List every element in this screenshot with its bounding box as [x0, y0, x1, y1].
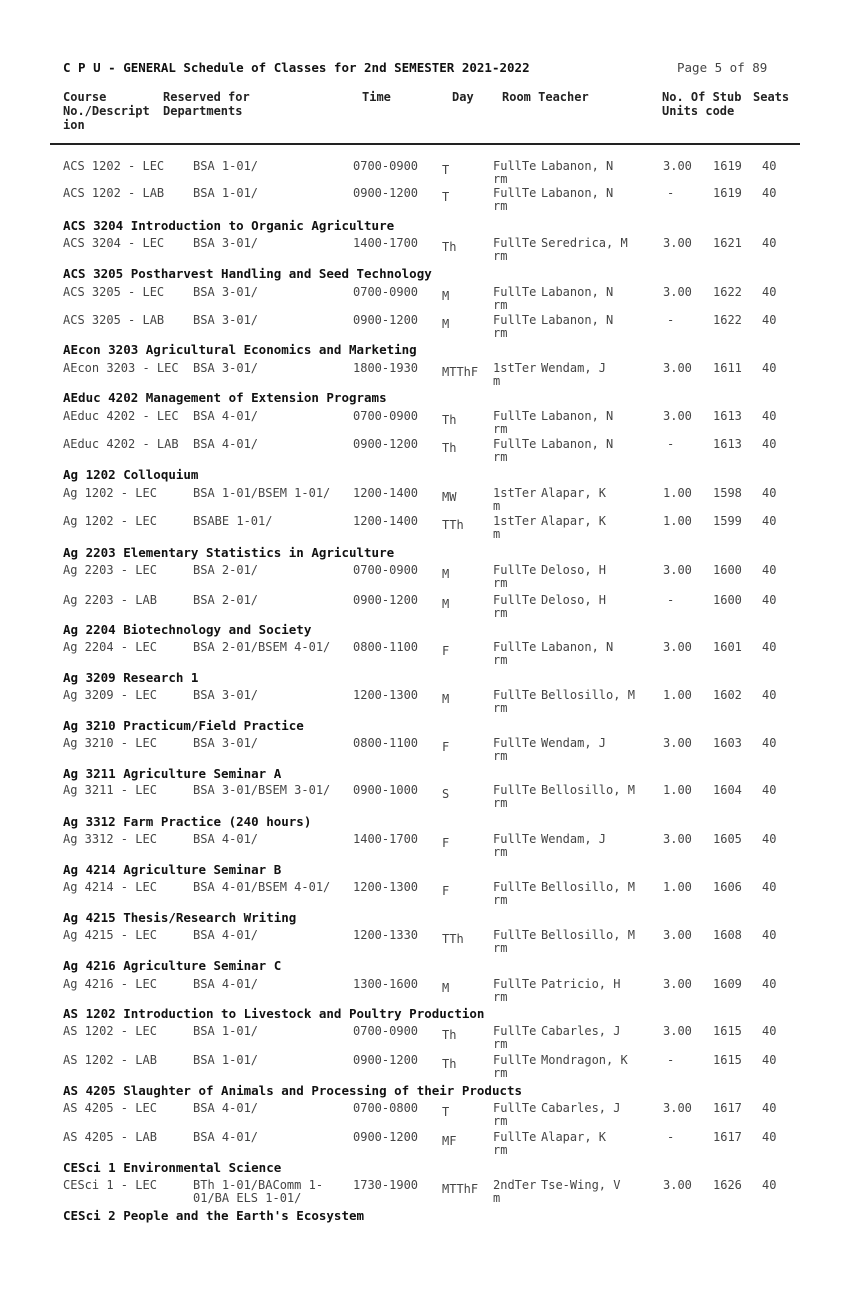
- cell-units: 3.00: [663, 1101, 692, 1115]
- cell-course: AEduc 4202 - LEC: [63, 409, 179, 423]
- cell-time: 1400-1700: [353, 832, 419, 846]
- cell-seats: 40: [762, 688, 777, 702]
- cell-time: 1200-1300: [353, 688, 419, 702]
- cell-time: 1200-1400: [353, 514, 419, 528]
- cell-seats: 40: [762, 486, 777, 500]
- cell-stub-code: 1598: [713, 486, 742, 500]
- cell-room: FullTe rm: [493, 285, 537, 312]
- course-group-title: CESci 2 People and the Earth's Ecosystem: [63, 1208, 365, 1223]
- cell-room: FullTe rm: [493, 977, 537, 1004]
- cell-reserved-for: BSA 2-01/: [193, 563, 259, 577]
- cell-seats: 40: [762, 1024, 777, 1038]
- cell-course: AS 4205 - LEC: [63, 1101, 157, 1115]
- cell-course: Ag 3211 - LEC: [63, 783, 157, 797]
- course-group-title: Ag 2203 Elementary Statistics in Agriculture: [63, 545, 395, 560]
- cell-room: FullTe rm: [493, 236, 537, 263]
- cell-time: 1200-1400: [353, 486, 419, 500]
- cell-room: FullTe rm: [493, 593, 537, 620]
- column-header-course: Course No./Descript ion: [63, 90, 150, 132]
- cell-reserved-for: BSA 3-01/: [193, 285, 259, 299]
- cell-seats: 40: [762, 593, 777, 607]
- cell-course: Ag 1202 - LEC: [63, 486, 157, 500]
- cell-reserved-for: BSA 2-01/BSEM 4-01/: [193, 640, 331, 654]
- cell-day: M: [442, 289, 450, 303]
- cell-day: MTThF: [442, 1182, 479, 1196]
- column-header-day: Day: [452, 90, 474, 104]
- cell-units: 3.00: [663, 640, 692, 654]
- cell-reserved-for: BSA 4-01/: [193, 409, 259, 423]
- course-group-title: ACS 3205 Postharvest Handling and Seed Technology: [63, 266, 432, 281]
- cell-units: -: [667, 186, 675, 200]
- cell-day: M: [442, 317, 450, 331]
- column-header-reserved: Reserved for Departments: [163, 90, 250, 118]
- cell-units: -: [667, 1053, 675, 1067]
- cell-reserved-for: BSA 4-01/: [193, 977, 259, 991]
- cell-room: FullTe rm: [493, 928, 537, 955]
- cell-course: Ag 2203 - LAB: [63, 593, 157, 607]
- cell-reserved-for: BSABE 1-01/: [193, 514, 273, 528]
- cell-units: -: [667, 313, 675, 327]
- cell-time: 1730-1900: [353, 1178, 419, 1192]
- cell-time: 0900-1200: [353, 1053, 419, 1067]
- cell-reserved-for: BSA 4-01/: [193, 928, 259, 942]
- cell-stub-code: 1615: [713, 1053, 742, 1067]
- cell-stub-code: 1603: [713, 736, 742, 750]
- cell-seats: 40: [762, 1130, 777, 1144]
- cell-reserved-for: BSA 2-01/: [193, 593, 259, 607]
- cell-seats: 40: [762, 313, 777, 327]
- course-group-title: Ag 3211 Agriculture Seminar A: [63, 766, 282, 781]
- cell-reserved-for: BSA 4-01/BSEM 4-01/: [193, 880, 331, 894]
- cell-units: 1.00: [663, 514, 692, 528]
- cell-teacher: Alapar, K: [541, 1130, 607, 1144]
- course-group-title: Ag 3209 Research 1: [63, 670, 199, 685]
- cell-stub-code: 1600: [713, 563, 742, 577]
- cell-day: Th: [442, 240, 457, 254]
- cell-teacher: Cabarles, J: [541, 1024, 621, 1038]
- cell-day: Th: [442, 413, 457, 427]
- cell-course: Ag 2203 - LEC: [63, 563, 157, 577]
- cell-units: 3.00: [663, 977, 692, 991]
- cell-teacher: Mondragon, K: [541, 1053, 628, 1067]
- cell-day: MW: [442, 490, 457, 504]
- course-group-title: Ag 4214 Agriculture Seminar B: [63, 862, 282, 877]
- cell-day: MF: [442, 1134, 457, 1148]
- cell-seats: 40: [762, 1101, 777, 1115]
- cell-stub-code: 1621: [713, 236, 742, 250]
- cell-time: 0700-0900: [353, 159, 419, 173]
- cell-time: 1200-1300: [353, 880, 419, 894]
- course-group-title: Ag 3312 Farm Practice (240 hours): [63, 814, 312, 829]
- cell-room: FullTe rm: [493, 1024, 537, 1051]
- cell-room: FullTe rm: [493, 1130, 537, 1157]
- cell-reserved-for: BSA 4-01/: [193, 1130, 259, 1144]
- cell-stub-code: 1613: [713, 437, 742, 451]
- cell-stub-code: 1605: [713, 832, 742, 846]
- cell-reserved-for: BSA 1-01/: [193, 186, 259, 200]
- cell-reserved-for: BSA 1-01/: [193, 159, 259, 173]
- cell-room: FullTe rm: [493, 640, 537, 667]
- course-group-title: Ag 1202 Colloquium: [63, 467, 199, 482]
- cell-reserved-for: BSA 4-01/: [193, 1101, 259, 1115]
- cell-course: ACS 1202 - LAB: [63, 186, 165, 200]
- cell-course: CESci 1 - LEC: [63, 1178, 157, 1192]
- cell-teacher: Bellosillo, M: [541, 880, 635, 894]
- cell-room: 1stTer m: [493, 361, 537, 388]
- cell-teacher: Labanon, N: [541, 159, 614, 173]
- cell-room: FullTe rm: [493, 736, 537, 763]
- cell-day: F: [442, 644, 450, 658]
- course-group-title: AEduc 4202 Management of Extension Programs: [63, 390, 387, 405]
- cell-units: 3.00: [663, 285, 692, 299]
- cell-stub-code: 1622: [713, 313, 742, 327]
- cell-time: 0700-0800: [353, 1101, 419, 1115]
- cell-stub-code: 1613: [713, 409, 742, 423]
- cell-room: 2ndTer m: [493, 1178, 537, 1205]
- cell-course: Ag 3210 - LEC: [63, 736, 157, 750]
- cell-room: FullTe rm: [493, 832, 537, 859]
- cell-course: AS 4205 - LAB: [63, 1130, 157, 1144]
- cell-time: 0700-0900: [353, 409, 419, 423]
- cell-units: 1.00: [663, 688, 692, 702]
- cell-time: 0900-1200: [353, 186, 419, 200]
- cell-teacher: Bellosillo, M: [541, 783, 635, 797]
- cell-room: 1stTer m: [493, 514, 537, 541]
- cell-reserved-for: BSA 1-01/BSEM 1-01/: [193, 486, 331, 500]
- cell-teacher: Wendam, J: [541, 736, 607, 750]
- cell-teacher: Alapar, K: [541, 514, 607, 528]
- cell-day: F: [442, 740, 450, 754]
- cell-teacher: Labanon, N: [541, 186, 614, 200]
- cell-time: 0800-1100: [353, 736, 419, 750]
- cell-units: 3.00: [663, 409, 692, 423]
- cell-room: FullTe rm: [493, 563, 537, 590]
- course-group-title: CESci 1 Environmental Science: [63, 1160, 282, 1175]
- page-number: Page 5 of 89: [677, 60, 768, 75]
- cell-teacher: Deloso, H: [541, 563, 607, 577]
- course-group-title: AS 1202 Introduction to Livestock and Poultry Production: [63, 1006, 485, 1021]
- cell-time: 0900-1200: [353, 437, 419, 451]
- cell-time: 0900-1200: [353, 1130, 419, 1144]
- cell-course: ACS 3204 - LEC: [63, 236, 165, 250]
- cell-stub-code: 1619: [713, 186, 742, 200]
- cell-day: MTThF: [442, 365, 479, 379]
- cell-day: Th: [442, 441, 457, 455]
- cell-units: 3.00: [663, 563, 692, 577]
- column-header-units-stub: No. Of Stub Units code: [662, 90, 742, 118]
- cell-time: 1200-1330: [353, 928, 419, 942]
- column-header-seats: Seats: [753, 90, 790, 104]
- cell-stub-code: 1606: [713, 880, 742, 894]
- cell-units: 3.00: [663, 1178, 692, 1192]
- cell-teacher: Patricio, H: [541, 977, 621, 991]
- cell-stub-code: 1601: [713, 640, 742, 654]
- cell-room: FullTe rm: [493, 159, 537, 186]
- cell-room: 1stTer m: [493, 486, 537, 513]
- cell-teacher: Alapar, K: [541, 486, 607, 500]
- cell-course: Ag 3312 - LEC: [63, 832, 157, 846]
- cell-seats: 40: [762, 640, 777, 654]
- cell-seats: 40: [762, 783, 777, 797]
- cell-room: FullTe rm: [493, 880, 537, 907]
- cell-room: FullTe rm: [493, 313, 537, 340]
- cell-course: Ag 4216 - LEC: [63, 977, 157, 991]
- cell-seats: 40: [762, 1178, 777, 1192]
- cell-day: F: [442, 884, 450, 898]
- cell-seats: 40: [762, 159, 777, 173]
- course-group-title: Ag 2204 Biotechnology and Society: [63, 622, 312, 637]
- cell-teacher: Labanon, N: [541, 437, 614, 451]
- cell-room: FullTe rm: [493, 688, 537, 715]
- cell-course: Ag 3209 - LEC: [63, 688, 157, 702]
- cell-teacher: Labanon, N: [541, 285, 614, 299]
- cell-room: FullTe rm: [493, 1101, 537, 1128]
- cell-seats: 40: [762, 1053, 777, 1067]
- cell-reserved-for: BSA 3-01/BSEM 3-01/: [193, 783, 331, 797]
- cell-day: M: [442, 981, 450, 995]
- cell-time: 0700-0900: [353, 1024, 419, 1038]
- course-group-title: ACS 3204 Introduction to Organic Agriculture: [63, 218, 395, 233]
- cell-course: Ag 4214 - LEC: [63, 880, 157, 894]
- cell-units: 3.00: [663, 1024, 692, 1038]
- cell-time: 0900-1200: [353, 593, 419, 607]
- cell-units: -: [667, 1130, 675, 1144]
- cell-time: 0700-0900: [353, 285, 419, 299]
- cell-course: Ag 1202 - LEC: [63, 514, 157, 528]
- cell-stub-code: 1611: [713, 361, 742, 375]
- cell-teacher: Tse-Wing, V: [541, 1178, 621, 1192]
- cell-stub-code: 1615: [713, 1024, 742, 1038]
- cell-seats: 40: [762, 736, 777, 750]
- cell-reserved-for: BSA 4-01/: [193, 437, 259, 451]
- cell-day: M: [442, 692, 450, 706]
- cell-seats: 40: [762, 563, 777, 577]
- cell-units: 3.00: [663, 928, 692, 942]
- cell-reserved-for: BSA 4-01/: [193, 832, 259, 846]
- cell-teacher: Labanon, N: [541, 409, 614, 423]
- course-group-title: AEcon 3203 Agricultural Economics and Marketing: [63, 342, 417, 357]
- cell-seats: 40: [762, 514, 777, 528]
- cell-time: 1400-1700: [353, 236, 419, 250]
- cell-time: 1300-1600: [353, 977, 419, 991]
- cell-course: Ag 2204 - LEC: [63, 640, 157, 654]
- cell-reserved-for: BSA 1-01/: [193, 1024, 259, 1038]
- cell-course: AS 1202 - LAB: [63, 1053, 157, 1067]
- cell-course: ACS 1202 - LEC: [63, 159, 165, 173]
- cell-time: 0900-1000: [353, 783, 419, 797]
- cell-units: -: [667, 437, 675, 451]
- cell-seats: 40: [762, 186, 777, 200]
- cell-course: AEcon 3203 - LEC: [63, 361, 179, 375]
- cell-day: TTh: [442, 518, 464, 532]
- cell-units: 3.00: [663, 159, 692, 173]
- cell-seats: 40: [762, 409, 777, 423]
- cell-stub-code: 1599: [713, 514, 742, 528]
- cell-teacher: Bellosillo, M: [541, 688, 635, 702]
- cell-reserved-for: BSA 3-01/: [193, 236, 259, 250]
- cell-reserved-for: BSA 3-01/: [193, 361, 259, 375]
- cell-time: 0800-1100: [353, 640, 419, 654]
- cell-day: T: [442, 190, 450, 204]
- cell-course: ACS 3205 - LEC: [63, 285, 165, 299]
- cell-stub-code: 1626: [713, 1178, 742, 1192]
- course-group-title: Ag 3210 Practicum/Field Practice: [63, 718, 304, 733]
- cell-reserved-for: BSA 1-01/: [193, 1053, 259, 1067]
- cell-room: FullTe rm: [493, 437, 537, 464]
- cell-teacher: Deloso, H: [541, 593, 607, 607]
- cell-teacher: Wendam, J: [541, 361, 607, 375]
- cell-seats: 40: [762, 880, 777, 894]
- cell-day: T: [442, 1105, 450, 1119]
- cell-day: S: [442, 787, 450, 801]
- cell-stub-code: 1617: [713, 1130, 742, 1144]
- cell-teacher: Labanon, N: [541, 313, 614, 327]
- cell-day: T: [442, 163, 450, 177]
- cell-stub-code: 1600: [713, 593, 742, 607]
- cell-stub-code: 1608: [713, 928, 742, 942]
- cell-day: Th: [442, 1028, 457, 1042]
- cell-stub-code: 1609: [713, 977, 742, 991]
- cell-seats: 40: [762, 832, 777, 846]
- course-group-title: AS 4205 Slaughter of Animals and Processing of their Products: [63, 1083, 523, 1098]
- cell-stub-code: 1604: [713, 783, 742, 797]
- cell-room: FullTe rm: [493, 409, 537, 436]
- cell-units: 1.00: [663, 783, 692, 797]
- cell-course: Ag 4215 - LEC: [63, 928, 157, 942]
- cell-units: -: [667, 593, 675, 607]
- cell-teacher: Wendam, J: [541, 832, 607, 846]
- cell-day: M: [442, 597, 450, 611]
- column-header-room-teacher: Room Teacher: [502, 90, 589, 104]
- cell-room: FullTe rm: [493, 186, 537, 213]
- cell-stub-code: 1619: [713, 159, 742, 173]
- cell-reserved-for: BTh 1-01/BAComm 1- 01/BA ELS 1-01/: [193, 1178, 324, 1205]
- course-group-title: Ag 4215 Thesis/Research Writing: [63, 910, 297, 925]
- cell-units: 1.00: [663, 486, 692, 500]
- course-group-title: Ag 4216 Agriculture Seminar C: [63, 958, 282, 973]
- cell-units: 3.00: [663, 736, 692, 750]
- cell-seats: 40: [762, 977, 777, 991]
- cell-seats: 40: [762, 437, 777, 451]
- cell-time: 0900-1200: [353, 313, 419, 327]
- cell-stub-code: 1622: [713, 285, 742, 299]
- column-header-time: Time: [362, 90, 391, 104]
- cell-units: 1.00: [663, 880, 692, 894]
- cell-reserved-for: BSA 3-01/: [193, 688, 259, 702]
- cell-stub-code: 1602: [713, 688, 742, 702]
- cell-reserved-for: BSA 3-01/: [193, 313, 259, 327]
- cell-stub-code: 1617: [713, 1101, 742, 1115]
- cell-time: 0700-0900: [353, 563, 419, 577]
- cell-seats: 40: [762, 285, 777, 299]
- cell-seats: 40: [762, 361, 777, 375]
- cell-day: F: [442, 836, 450, 850]
- cell-room: FullTe rm: [493, 1053, 537, 1080]
- cell-units: 3.00: [663, 236, 692, 250]
- cell-day: M: [442, 567, 450, 581]
- cell-course: AS 1202 - LEC: [63, 1024, 157, 1038]
- cell-course: AEduc 4202 - LAB: [63, 437, 179, 451]
- cell-seats: 40: [762, 928, 777, 942]
- cell-teacher: Bellosillo, M: [541, 928, 635, 942]
- cell-teacher: Labanon, N: [541, 640, 614, 654]
- cell-units: 3.00: [663, 832, 692, 846]
- cell-seats: 40: [762, 236, 777, 250]
- cell-day: Th: [442, 1057, 457, 1071]
- cell-room: FullTe rm: [493, 783, 537, 810]
- cell-reserved-for: BSA 3-01/: [193, 736, 259, 750]
- cell-day: TTh: [442, 932, 464, 946]
- cell-teacher: Cabarles, J: [541, 1101, 621, 1115]
- cell-time: 1800-1930: [353, 361, 419, 375]
- cell-units: 3.00: [663, 361, 692, 375]
- cell-course: ACS 3205 - LAB: [63, 313, 165, 327]
- cell-teacher: Seredrica, M: [541, 236, 628, 250]
- document-title: C P U - GENERAL Schedule of Classes for 2nd SEMESTER 2021-2022: [63, 60, 530, 75]
